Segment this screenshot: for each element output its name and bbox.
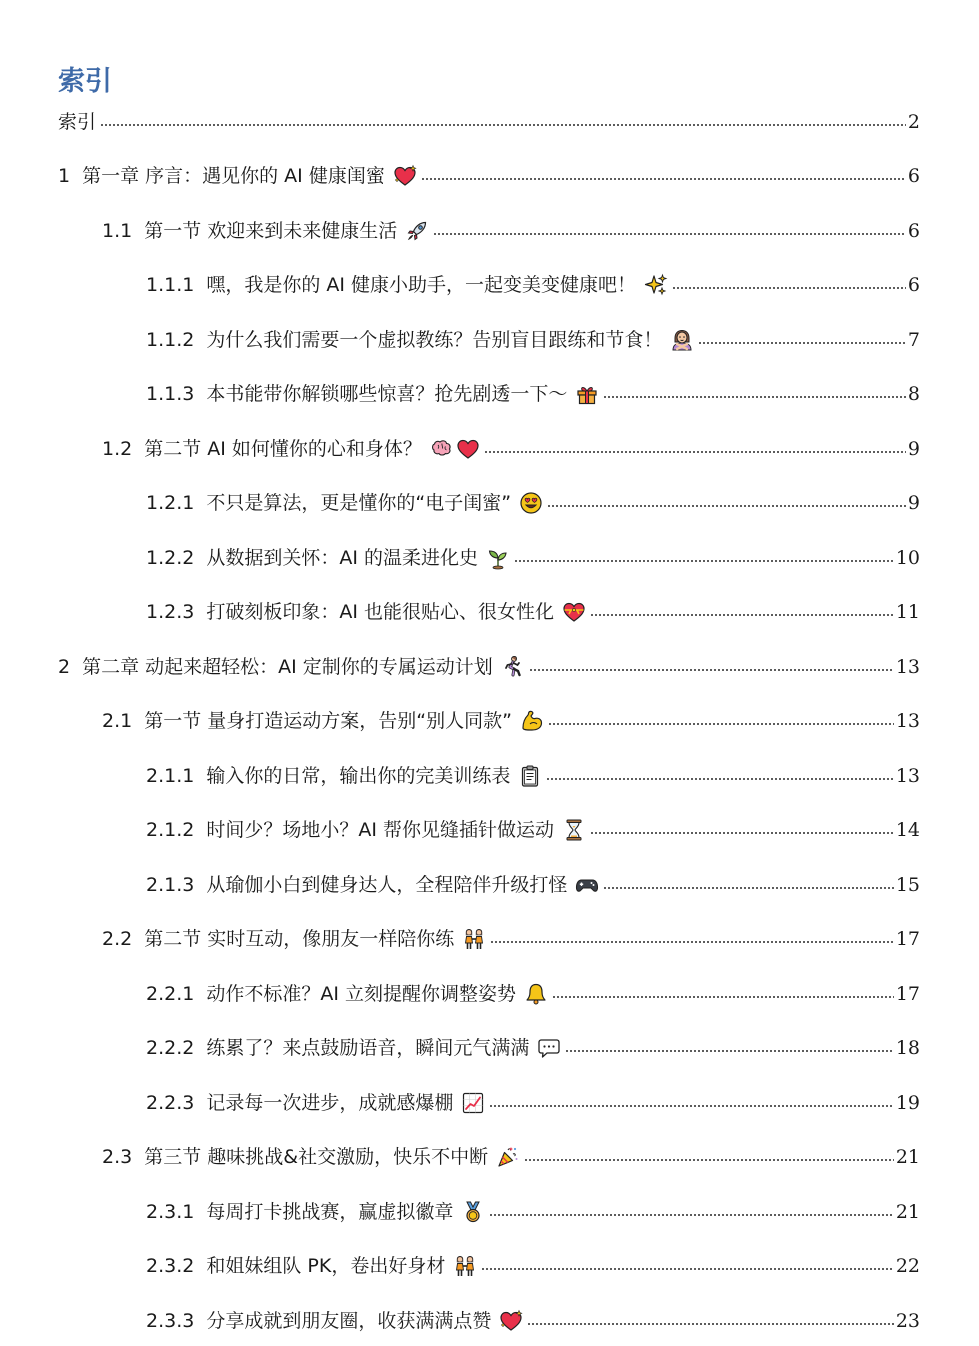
toc-entry-title: 第二节 AI 如何懂你的心和身体？ [144, 438, 422, 460]
toc-heading: 索引 [58, 66, 112, 97]
toc-entry[interactable] [146, 1030, 920, 1066]
toc-entry-title: 第二章 动起来超轻松：AI 定制你的专属运动计划 [82, 656, 493, 678]
toc-page-number: 14 [895, 819, 920, 841]
toc-dot-leader [527, 1323, 893, 1325]
red-heart-icon [456, 437, 480, 461]
toc-entry-label [146, 1085, 485, 1121]
toc-entry-label [146, 322, 694, 358]
toc-dot-leader [672, 287, 906, 289]
toc-entry[interactable] [58, 104, 920, 140]
toc-entry[interactable] [146, 976, 920, 1012]
toc-page-number: 15 [895, 874, 920, 896]
toc-entry-number: 1.2.2 [146, 547, 195, 569]
toc-entry-label [58, 158, 417, 194]
toc-entry-label [146, 1030, 561, 1066]
toc-entry-label [146, 1194, 485, 1230]
toc-entry-title: 每周打卡挑战赛，赢虚拟徽章 [206, 1201, 454, 1223]
toc-entry[interactable] [102, 213, 920, 249]
toc-entry[interactable] [58, 158, 920, 194]
toc-page-number: 6 [907, 274, 920, 296]
toc-entry-number: 2.3.2 [146, 1255, 195, 1277]
toc-dot-leader [603, 396, 906, 398]
toc-entry[interactable] [146, 1085, 920, 1121]
toc-dot-leader [546, 778, 893, 780]
toc-entry-label [146, 758, 542, 794]
flexed-biceps-icon [520, 709, 544, 733]
toc-dot-leader [490, 941, 894, 943]
toc-entry-label [102, 1139, 520, 1175]
toc-entry-title: 打破刻板印象：AI 也能很贴心、很女性化 [206, 601, 555, 623]
toc-page-number: 13 [895, 656, 920, 678]
toc-entry-title: 练累了？来点鼓励语音，瞬间元气满满 [206, 1037, 530, 1059]
toc-entry-number: 2.2.3 [146, 1092, 195, 1114]
toc-dot-leader [698, 342, 906, 344]
sparkling-heart-icon [393, 164, 417, 188]
toc-dot-leader [603, 887, 893, 889]
toc-dot-leader [529, 669, 894, 671]
toc-entry-title: 从数据到关怀：AI 的温柔进化史 [206, 547, 479, 569]
toc-page-number: 18 [895, 1037, 920, 1059]
toc-entry-title: 索引 [58, 111, 97, 133]
toc-page-number: 13 [895, 710, 920, 732]
toc-entry-title: 第二节 实时互动，像朋友一样陪你练 [144, 928, 455, 950]
toc-entry-number: 2.3.1 [146, 1201, 195, 1223]
toc-entry-label [102, 431, 480, 467]
toc-entry-label [146, 267, 668, 303]
bell-icon [524, 982, 548, 1006]
toc-entry-number: 1.1 [102, 220, 133, 242]
toc-entry-title: 动作不标准？AI 立刻提醒你调整姿势 [206, 983, 517, 1005]
toc-dot-leader [481, 1268, 893, 1270]
toc-entry-title: 第一节 欢迎来到未来健康生活 [144, 220, 398, 242]
toc-entry-number: 1.2.3 [146, 601, 195, 623]
toc-page-number: 21 [895, 1201, 920, 1223]
heart-eyes-icon [519, 491, 543, 515]
toc-entry-number: 2.2.2 [146, 1037, 195, 1059]
party-popper-icon [496, 1145, 520, 1169]
toc-page-number: 17 [895, 928, 920, 950]
toc-entry[interactable] [146, 1248, 920, 1284]
toc-entry-number: 2.1 [102, 710, 133, 732]
toc-entry-number: 1 [58, 165, 71, 187]
toc-entry[interactable] [102, 921, 920, 957]
toc-entry[interactable] [58, 649, 920, 685]
toc-entry-number: 1.1.2 [146, 329, 195, 351]
toc-page-number: 10 [895, 547, 920, 569]
woman-running-icon [501, 655, 525, 679]
toc-page-number: 9 [907, 492, 920, 514]
toc-entry-number: 1.1.1 [146, 274, 195, 296]
heart-ribbon-icon [562, 600, 586, 624]
sparkling-heart-icon [499, 1309, 523, 1333]
rocket-icon [405, 219, 429, 243]
toc-entry-label [146, 485, 543, 521]
toc-entry-number: 2.3.3 [146, 1310, 195, 1332]
toc-page-number: 23 [895, 1310, 920, 1332]
toc-dot-leader [590, 832, 894, 834]
toc-page-number: 8 [907, 383, 920, 405]
toc-entry-title: 第三节 趣味挑战&社交激励，快乐不中断 [144, 1146, 489, 1168]
toc-entry[interactable] [146, 594, 920, 630]
toc-entry-title: 分享成就到朋友圈，收获满满点赞 [206, 1310, 492, 1332]
toc-page-number: 13 [895, 765, 920, 787]
seedling-icon [486, 546, 510, 570]
clipboard-icon [518, 764, 542, 788]
toc-entry-title: 和姐妹组队 PK，卷出好身材 [206, 1255, 446, 1277]
toc-entry-label [146, 540, 510, 576]
toc-entry-number: 2.2.1 [146, 983, 195, 1005]
toc-page-number: 2 [907, 111, 920, 133]
toc-entry-label [146, 376, 599, 412]
toc-entry[interactable] [146, 485, 920, 521]
toc-dot-leader [590, 614, 894, 616]
toc-dot-leader [552, 996, 894, 998]
sparkles-icon [644, 273, 668, 297]
speech-bubble-icon [537, 1036, 561, 1060]
toc-entry-title: 输入你的日常，输出你的完美训练表 [206, 765, 511, 787]
toc-entry-label [58, 649, 525, 685]
toc-dot-leader [489, 1214, 893, 1216]
toc-entry-label [102, 921, 486, 957]
toc-entry-number: 2.1.3 [146, 874, 195, 896]
toc-entry-label [102, 213, 429, 249]
toc-entry[interactable] [102, 703, 920, 739]
toc-entry-title: 不只是算法，更是懂你的“电子闺蜜” [206, 492, 512, 514]
toc-entry-label [146, 812, 586, 848]
toc-entry-title: 为什么我们需要一个虚拟教练？告别盲目跟练和节食！ [206, 329, 663, 351]
toc-page-number: 19 [895, 1092, 920, 1114]
toc-entry-label [146, 594, 586, 630]
toc-entry-number: 2.1.2 [146, 819, 195, 841]
toc-entry[interactable] [146, 1194, 920, 1230]
toc-entry-title: 本书能带你解锁哪些惊喜？抢先剧透一下～ [206, 383, 568, 405]
brain-heart-icon [430, 437, 454, 461]
hourglass-icon [562, 818, 586, 842]
toc-entry-label [146, 867, 599, 903]
toc-entry-number: 2.2 [102, 928, 133, 950]
toc-entry[interactable] [146, 758, 920, 794]
toc-dot-leader [524, 1159, 894, 1161]
toc-entry-title: 第一节 量身打造运动方案，告别“别人同款” [144, 710, 512, 732]
toc-entry-number: 2 [58, 656, 71, 678]
toc-page-number: 9 [907, 438, 920, 460]
toc-entry[interactable] [146, 867, 920, 903]
gift-icon [575, 382, 599, 406]
toc-entry[interactable] [102, 1139, 920, 1175]
toc-entry-number: 1.1.3 [146, 383, 195, 405]
woman-gesturing-no-icon [670, 328, 694, 352]
toc-dot-leader [100, 124, 906, 126]
toc-entry-number: 2.3 [102, 1146, 133, 1168]
toc-entry-label [102, 703, 544, 739]
game-controller-icon [575, 873, 599, 897]
toc-entry-number: 1.2.1 [146, 492, 195, 514]
toc-entry-title: 记录每一次进步，成就感爆棚 [206, 1092, 454, 1114]
toc-dot-leader [548, 723, 894, 725]
toc-page-number: 11 [895, 601, 920, 623]
toc-entry-title: 从瑜伽小白到健身达人，全程陪伴升级打怪 [206, 874, 568, 896]
women-holding-hands-icon [453, 1254, 477, 1278]
toc-dot-leader [489, 1105, 893, 1107]
toc-entry[interactable] [146, 812, 920, 848]
toc-page-number: 7 [907, 329, 920, 351]
toc-entry-number: 2.1.1 [146, 765, 195, 787]
toc-dot-leader [433, 233, 906, 235]
toc-entry-label [146, 976, 548, 1012]
toc-entry-label [146, 1248, 477, 1284]
toc-entry-label [146, 1303, 523, 1339]
toc-entry-title: 嘿，我是你的 AI 健康小助手，一起变美变健康吧！ [206, 274, 637, 296]
toc-page-number: 17 [895, 983, 920, 1005]
toc-page-number: 21 [895, 1146, 920, 1168]
toc-entry[interactable] [146, 267, 920, 303]
toc-dot-leader [514, 560, 894, 562]
toc-entry-label [58, 104, 96, 140]
toc-dot-leader [421, 178, 906, 180]
toc-entry[interactable] [146, 376, 920, 412]
toc-entry-title: 第一章 序言：遇见你的 AI 健康闺蜜 [82, 165, 385, 187]
toc-page-number: 6 [907, 165, 920, 187]
toc-dot-leader [565, 1050, 893, 1052]
toc-entry-title: 时间少？场地小？AI 帮你见缝插针做运动 [206, 819, 555, 841]
toc-entry[interactable] [146, 322, 920, 358]
toc-entry-number: 1.2 [102, 438, 133, 460]
chart-increasing-icon [461, 1091, 485, 1115]
toc-dot-leader [484, 451, 906, 453]
toc-dot-leader [547, 505, 906, 507]
toc-page-number: 6 [907, 220, 920, 242]
toc-page-number: 22 [895, 1255, 920, 1277]
toc-entry[interactable] [146, 1303, 920, 1339]
toc-entry[interactable] [146, 540, 920, 576]
women-holding-hands-icon [462, 927, 486, 951]
toc-entry[interactable] [102, 431, 920, 467]
sports-medal-icon [461, 1200, 485, 1224]
